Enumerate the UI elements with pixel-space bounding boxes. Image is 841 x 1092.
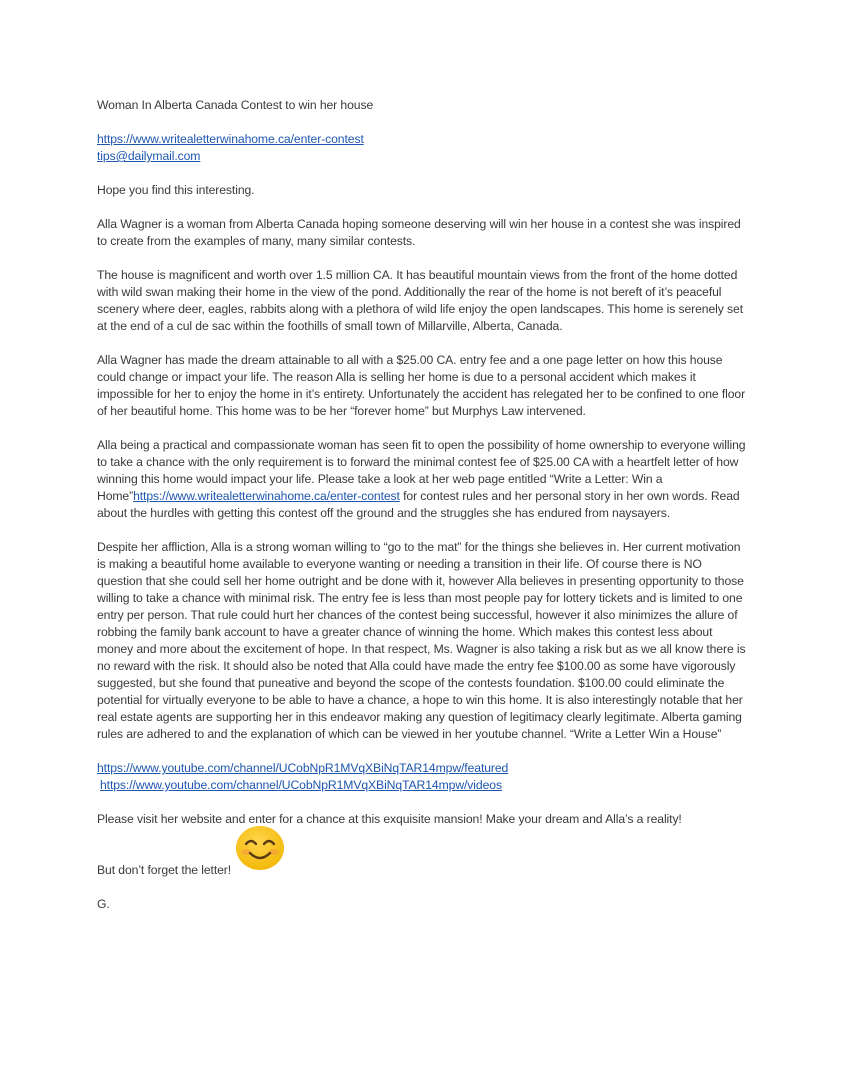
signoff: G.: [97, 897, 110, 911]
paragraph-opportunity: [97, 437, 747, 522]
youtube-featured-link[interactable]: https://www.youtube.com/channel/UCobNpR1MVqXBiNqTAR14mpw/featured: [97, 761, 509, 775]
intro-paragraph: Hope you find this interesting.: [97, 183, 255, 197]
paragraph-opportunity-text-start: Alla being a practical and compassionate woman has seen fit to open the possibility of home ownership to everyone willing to take a chance with the only requirement is to forward the minimal contest fee of $25.00 CA with a heartfelt letter of how winning this home would impact your life. Please take a look at her web page entitled “Write a Letter: Win a Home”: [97, 438, 746, 503]
contest-link[interactable]: https://www.writealetterwinahome.ca/enter-contest: [97, 132, 364, 146]
paragraph-visit-website: Please visit her website and enter for a chance at this exquisite mansion! Make your dream and Alla’s a reality!: [97, 812, 682, 826]
youtube-videos-link[interactable]: https://www.youtube.com/channel/UCobNpR1MVqXBiNqTAR14mpw/videos: [100, 778, 502, 792]
paragraph-entry-fee: Alla Wagner has made the dream attainable to all with a $25.00 CA. entry fee and a one page letter on how this house could change or impact your life. The reason Alla is selling her home is due to a personal accident which makes it impossible for her to enjoy the home in it’s entirety. Unfortunately the accident has relegated her to be confined to one floor of her beautiful home. This home was to be her “forever home” but Murphys Law intervened.: [97, 353, 746, 418]
paragraph-about-alla: Alla Wagner is a woman from Alberta Canada hoping someone deserving will win her house in a contest she was inspired to create from the examples of many, many similar contests.: [97, 217, 741, 248]
paragraph-affliction: Despite her affliction, Alla is a strong woman willing to “go to the mat” for the things she believes in. Her current motivation is making a beautiful home available to everyone wanting or needing a transition in their life. Of course there is NO question that she could sell her home outright and be done with it, however Alla believes in presenting opportunity to those willing to take a chance with minimal risk. The entry fee is less than most people pay for lottery tickets and is limited to one entry per person. That rule could hurt her chances of the contest being successful, however it also minimizes the allure of robbing the family bank account to have a greater chance of winning the home. Which makes this contest less about money and more about the excitement of hope. In that respect, Ms. Wagner is also taking a risk but as we all know there is no reward with the risk. It should also be noted that Alla could have made the entry fee $100.00 as some have vigorously suggested, but she found that puneative and beyond the scope of the contests foundation. $100.00 could eliminate the potential for virtually everyone to be able to have a chance, a hope to win this home. It is also interestingly notable that her real estate agents are supporting her in this endeavor making any question of legitimacy clearly legitimate. Alberta gaming rules are adhered to and the explanation of which can be viewed in her youtube channel. “Write a Letter Win a House”: [97, 540, 746, 741]
email-link[interactable]: tips@dailymail.com: [97, 149, 201, 163]
paragraph-house-description: The house is magnificent and worth over 1.5 million CA. It has beautiful mountain views from the front of the home dotted with wild swan making their home in the view of the pond. Additionally the rear of the home is not bereft of it’s peaceful scenery where deer, eagles, rabbits along with a plethora of wild life enjoy the open landscapes. This home is serenely set at the end of a cul de sac within the foothills of small town of Millarville, Alberta, Canada.: [97, 268, 743, 333]
webpage-link[interactable]: https://www.writealetterwinahome.ca/enter-contest: [133, 489, 400, 503]
contest-link-paragraph: [97, 131, 747, 148]
document-title: Woman In Alberta Canada Contest to win her house: [97, 98, 374, 112]
youtube-featured-paragraph: [97, 760, 747, 777]
paragraph-opportunity-text-end: for contest rules and her personal story in her own words. Read about the hurdles with getting this contest off the ground and the struggles she has endured from naysayers.: [97, 489, 740, 520]
smiling-face-emoji-icon: [235, 825, 285, 871]
youtube-videos-paragraph: [97, 777, 747, 794]
letter-document: [97, 97, 747, 930]
email-link-paragraph: [97, 148, 747, 165]
letter-reminder-row: [97, 845, 747, 879]
letter-reminder-text: But don’t forget the letter!: [97, 863, 232, 877]
